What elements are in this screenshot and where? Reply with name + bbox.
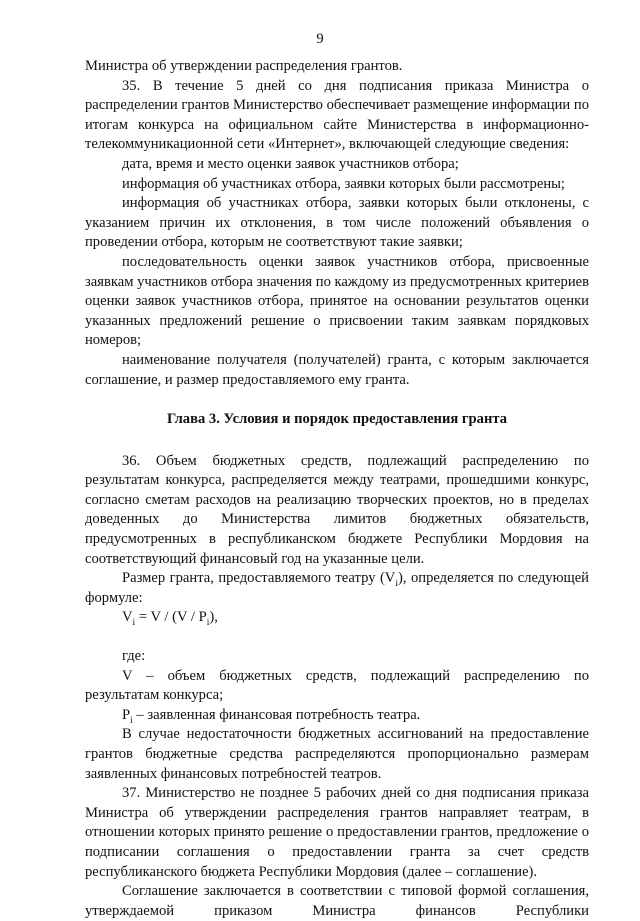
document-body — [85, 57, 589, 921]
definition-p-subscript: i — [130, 715, 133, 726]
definition-p-text: – заявленная финансовая потребность театра. — [132, 706, 421, 723]
page-number: 9 — [316, 31, 324, 47]
spacer — [85, 628, 589, 647]
paragraph-continuation: Министра об утверждении распределения грантов. — [85, 58, 403, 74]
list-item-grant-recipient: наименование получателя (получателей) гранта, с которым заключается соглашение, и размер предоставляемого ему гранта. — [85, 351, 589, 388]
grant-size-text-before: Размер гранта, предоставляемого театру (V — [122, 570, 396, 587]
list-item-evaluation-sequence: последовательность оценки заявок участников отбора, присвоенные заявкам участников отбора значения по каждому из предусмотренных критериев оценки заявок участников отбора, принятое на основании результатов оценки указанных предложений решение о присвоении таким заявкам порядковых номеров; — [85, 253, 589, 349]
where-label: где: — [122, 648, 146, 665]
grant-size-text-after: ), определяется по следующей формуле: — [85, 570, 589, 606]
grant-size-subscript: i — [395, 579, 398, 590]
paragraph-agreement: Соглашение заключается в соответствии с типовой формой соглашения, утверждаемой приказом Министра финансов Республики — [85, 883, 589, 919]
definition-p-letter: P — [122, 706, 131, 723]
formula-middle: = V / (V / P — [135, 609, 207, 626]
paragraph-36: 36. Объем бюджетных средств, подлежащий распределению по результатам конкурса, распределяется между театрами, прошедшими конкурс, согласно сметам расходов на реализацию творческих проектов, но в пределах доведенных до Министерства лимитов бюджетных обязательств, предусмотренных в республиканском бюджете Республики Мордовия на соответствующий финансовый год на указанные цели. — [85, 452, 589, 567]
definition-v: V – объем бюджетных средств, подлежащий распределению по результатам конкурса; — [85, 667, 589, 704]
list-item-assessment-date: дата, время и место оценки заявок участников отбора; — [122, 155, 459, 172]
list-item-rejected-participants: информация об участниках отбора, заявки которых были отклонены, с указанием причин их отклонения, в том числе положений объявления о проведении отбора, которым не соответствуют такие заявки; — [85, 195, 589, 251]
formula-subscript-i: i — [132, 618, 136, 629]
grant-size-paragraph — [85, 569, 589, 608]
paragraph-35: 35. В течение 5 дней со дня подписания приказа Министра о распределении грантов Министерство обеспечивает размещение информации по итогам конкурса на официальном сайте Министерства в информационно-телекоммуникационной сети «Интернет», включающей следующие сведения: — [85, 77, 589, 153]
formula-v: V — [122, 609, 133, 626]
list-item-reviewed-participants: информация об участниках отбора, заявки которых были рассмотрены; — [122, 175, 565, 192]
definition-p — [85, 706, 589, 726]
formula-end: ), — [209, 609, 218, 626]
paragraph-shortage: В случае недостаточности бюджетных ассигнований на предоставление грантов бюджетные средства распределяются пропорционально размерам заявленных финансовых потребностей театров. — [85, 726, 589, 782]
grant-formula — [85, 608, 589, 628]
formula-subscript-i-2: i — [206, 618, 210, 629]
paragraph-37: 37. Министерство не позднее 5 рабочих дней со дня подписания приказа Министра об утверждении распределения грантов направляет театрам, в отношении которых принято решение о предоставлении грантов, предложение о подписании соглашения о предоставлении гранта за счет средств республиканского бюджета Республики Мордовия (далее – соглашение). — [85, 785, 589, 880]
chapter-heading: Глава 3. Условия и порядок предоставления гранта — [166, 411, 508, 428]
